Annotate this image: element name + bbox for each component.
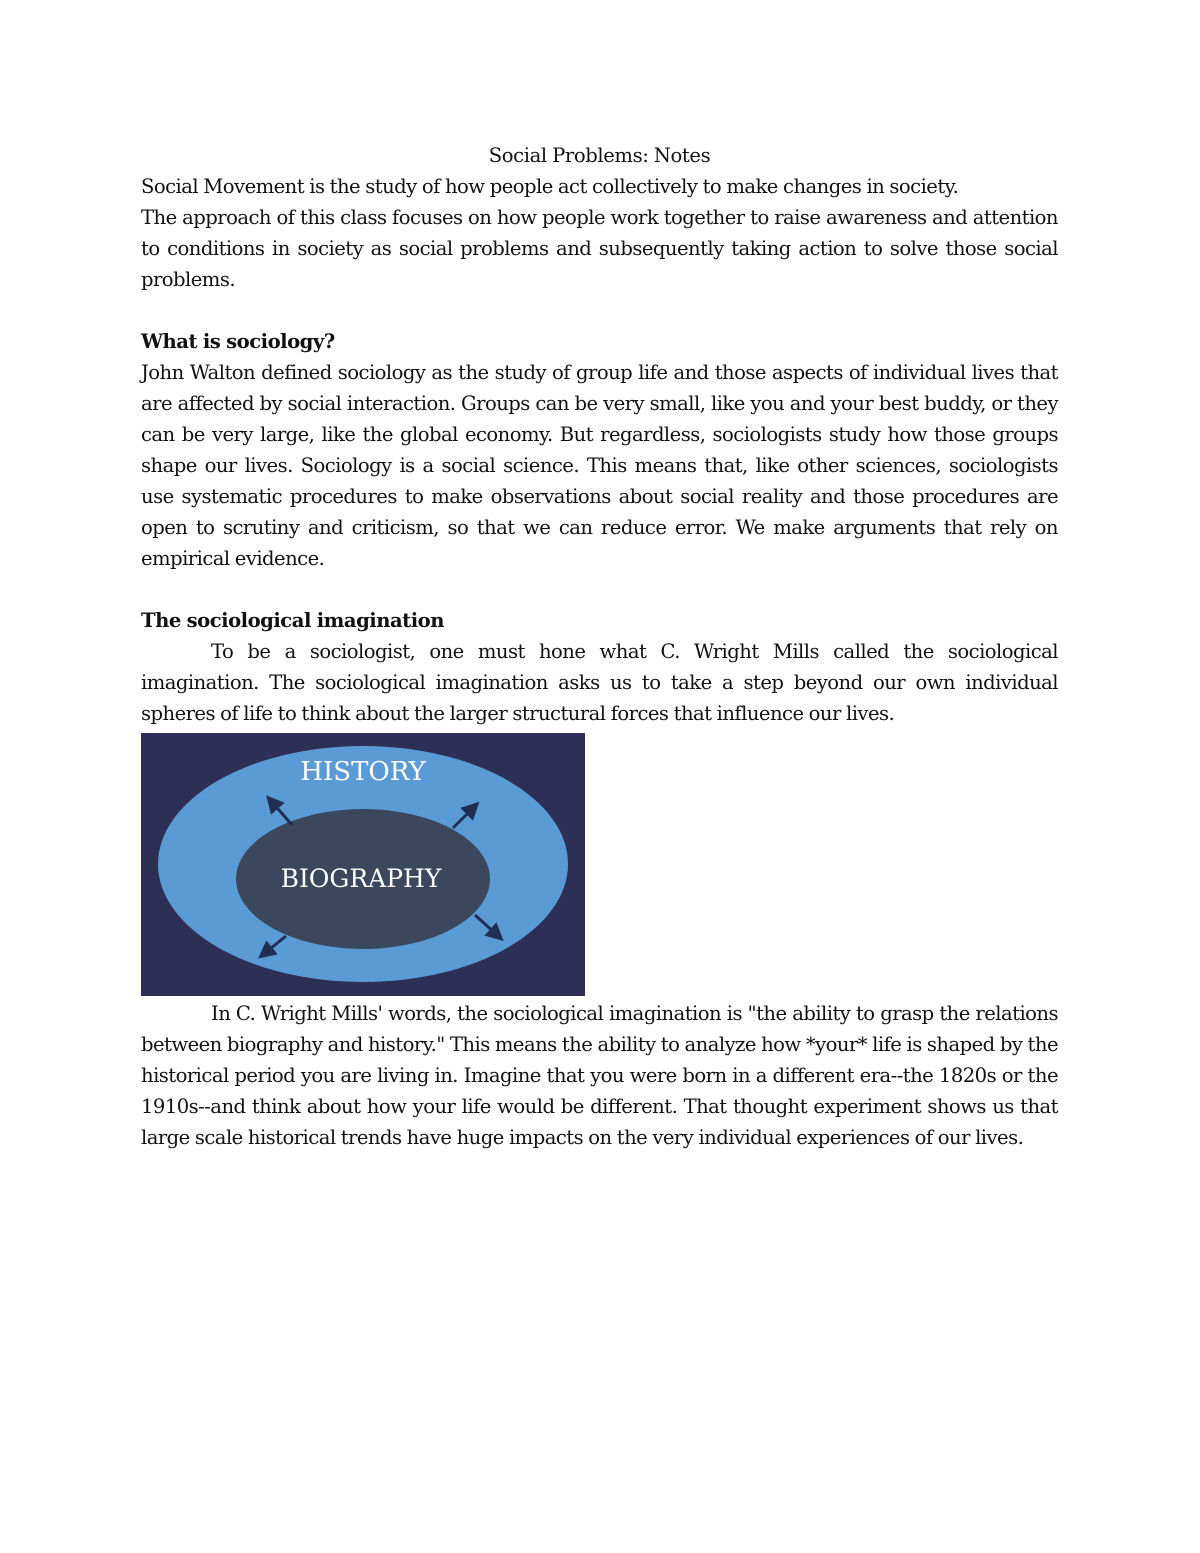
sociology-definition-paragraph: John Walton defined sociology as the study of group life and those aspects of individual lives that are affected by social interaction. Groups can be very small, like you and your best buddy, or they can be very large, like the global economy. But regardless, sociologists study how those groups shape our lives. Sociology is a social science. This means that, like other sciences, sociologists use systematic procedures to make observations about social reality and those procedures are open to scrutiny and criticism, so that we can reduce error. We make arguments that rely on empirical evidence. xyxy=(141,361,1058,570)
section-heading-sociological-imagination: The sociological imagination xyxy=(141,609,444,632)
intro-paragraph-1: Social Movement is the study of how people act collectively to make changes in society. xyxy=(141,175,959,198)
history-label: HISTORY xyxy=(300,757,426,787)
sociological-imagination-paragraph-1: To be a sociologist, one must hone what C. Wright Mills called the sociological imagination. The sociological imagination asks us to take a step beyond our own individual spheres of life to think about the larger structural forces that influence our lives. xyxy=(141,640,1058,725)
intro-paragraph-2: The approach of this class focuses on how people work together to raise awareness and attention to conditions in society as social problems and subsequently taking action to solve those social problems. xyxy=(141,206,1058,291)
section-heading-what-is-sociology: What is sociology? xyxy=(141,330,335,353)
spacer xyxy=(141,295,1058,326)
biography-label: BIOGRAPHY xyxy=(280,864,442,893)
spacer xyxy=(141,574,1058,605)
document-page xyxy=(141,140,1058,1153)
sociological-imagination-paragraph-2: In C. Wright Mills' words, the sociological imagination is "the ability to grasp the relations between biography and history." This means the ability to analyze how *your* life is shaped by the historical period you are living in. Imagine that you were born in a different era--the 1820s or the 1910s--and think about how your life would be different. That thought experiment shows us that large scale historical trends have huge impacts on the very individual experiences of our lives. xyxy=(141,1002,1058,1149)
history-biography-diagram xyxy=(141,733,585,996)
page-title: Social Problems: Notes xyxy=(488,144,711,167)
